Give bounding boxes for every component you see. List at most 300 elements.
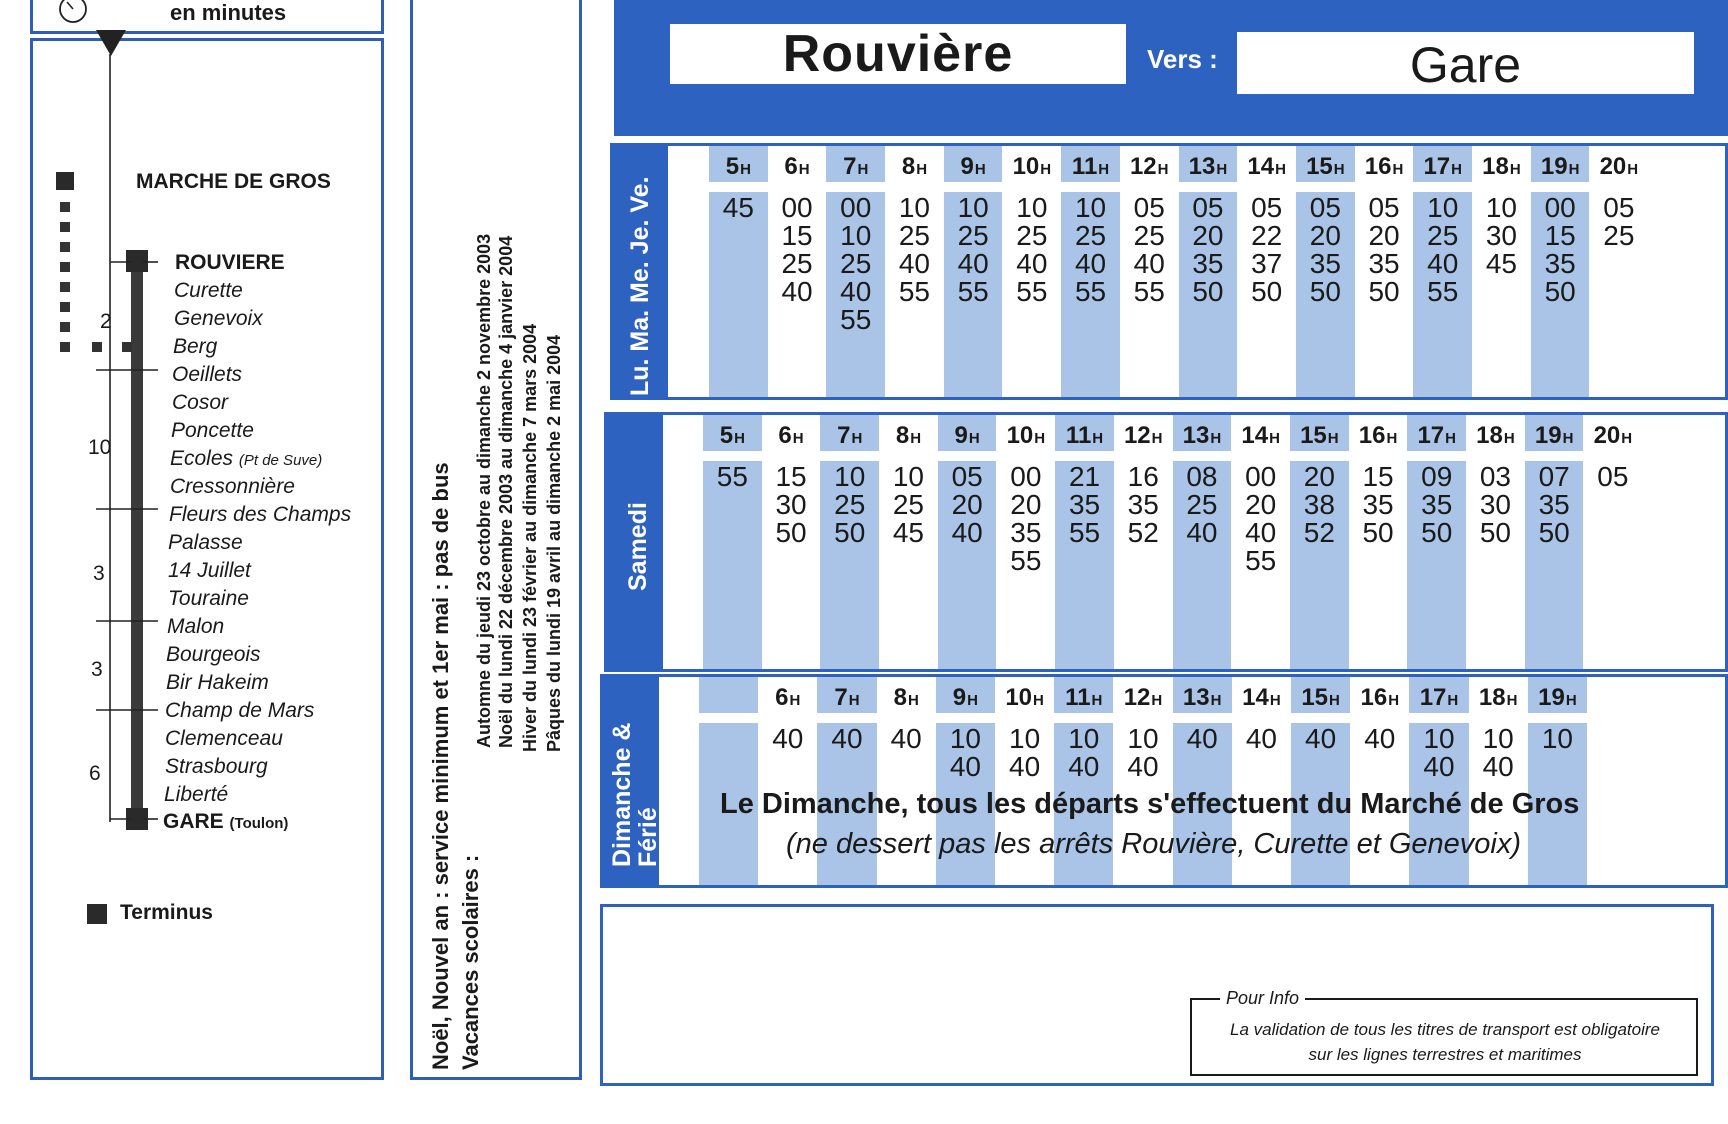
hour-column bbox=[820, 415, 879, 669]
departure-minute: 40 bbox=[949, 751, 981, 782]
departure-minute: 25 bbox=[892, 489, 925, 520]
departure-minute: 10 bbox=[1068, 723, 1100, 754]
departure-minute: 35 bbox=[1010, 517, 1042, 548]
departure-minutes bbox=[936, 725, 995, 781]
departure-minute: 55 bbox=[716, 461, 748, 492]
departure-minute: 35 bbox=[1544, 248, 1576, 279]
departure-minute: 40 bbox=[1009, 751, 1041, 782]
hour-gap bbox=[1407, 451, 1466, 461]
departure-minutes bbox=[938, 463, 997, 547]
departure-minute: 15 bbox=[775, 461, 807, 492]
departure-minute: 30 bbox=[1485, 220, 1518, 251]
hour-header: 15H bbox=[1290, 421, 1349, 451]
stop-genevoix: Genevoix bbox=[174, 307, 263, 330]
hour-gap bbox=[997, 451, 1056, 461]
departure-minute: 55 bbox=[1068, 517, 1101, 548]
hour-column bbox=[1590, 146, 1649, 397]
departure-minute: 10 bbox=[1427, 192, 1459, 223]
departure-minute: 55 bbox=[1245, 545, 1277, 576]
info-line1: La validation de tous les titres de transport est obligatoire bbox=[1230, 1020, 1660, 1039]
hour-column bbox=[1061, 146, 1120, 397]
departure-minute: 25 bbox=[898, 220, 931, 251]
hour-gap bbox=[709, 182, 768, 192]
departure-minute: 00 bbox=[1544, 192, 1576, 223]
departure-minute: 30 bbox=[775, 489, 807, 520]
hour-gap bbox=[995, 713, 1054, 723]
hour-gap bbox=[1469, 713, 1528, 723]
hour-gap bbox=[1173, 713, 1232, 723]
departure-minutes bbox=[885, 194, 944, 306]
departure-minute: 50 bbox=[1192, 276, 1224, 307]
departure-minute: 00 bbox=[840, 192, 872, 223]
hour-column bbox=[709, 146, 768, 397]
hour-header: 16H bbox=[1350, 683, 1409, 713]
hour-header: 14H bbox=[1237, 152, 1296, 182]
departure-minute: 40 bbox=[957, 248, 989, 279]
departure-minute: 10 bbox=[1016, 192, 1048, 223]
stop-touraine: Touraine bbox=[168, 587, 249, 610]
departure-minutes bbox=[1173, 463, 1232, 547]
hour-column bbox=[879, 415, 938, 669]
period-christmas: Noël du lundi 22 décembre 2003 au dimanche 4 janvier 2004 bbox=[496, 235, 516, 748]
minutes-label: en minutes bbox=[170, 0, 287, 25]
hour-gap bbox=[1173, 451, 1232, 461]
hour-column bbox=[1173, 415, 1232, 669]
departure-minute: 55 bbox=[1016, 276, 1048, 307]
hour-gap bbox=[1472, 182, 1531, 192]
departure-minute: 00 bbox=[1245, 461, 1277, 492]
section-weekdays bbox=[610, 143, 1728, 400]
hour-header: 20H bbox=[1590, 152, 1649, 182]
stop-cosor: Cosor bbox=[172, 391, 229, 414]
hour-header: 16H bbox=[1355, 152, 1414, 182]
hour-gap bbox=[1355, 182, 1414, 192]
departure-minutes bbox=[1232, 725, 1291, 753]
stop-rouviere: ROUVIERE bbox=[175, 251, 285, 274]
hour-column bbox=[1413, 146, 1472, 397]
departure-minutes bbox=[1113, 725, 1172, 781]
vers-label: Vers : bbox=[1147, 44, 1218, 74]
departure-minute: 40 bbox=[1245, 517, 1277, 548]
hour-column bbox=[762, 415, 821, 669]
info-title: Pour Info bbox=[1220, 988, 1305, 1009]
departure-minute: 52 bbox=[1303, 517, 1335, 548]
hour-column bbox=[1179, 146, 1238, 397]
departure-minute: 25 bbox=[781, 248, 813, 279]
hour-column bbox=[1355, 146, 1414, 397]
departure-minute: 08 bbox=[1186, 461, 1218, 492]
travel-minutes-5: 6 bbox=[89, 762, 101, 785]
sunday-note-line1: Le Dimanche, tous les départs s'effectuent du Marché de Gros bbox=[720, 788, 1580, 820]
hour-header: 13H bbox=[1179, 152, 1238, 182]
departure-minute: 55 bbox=[1074, 276, 1107, 307]
departure-minute: 50 bbox=[834, 517, 866, 548]
hour-header: 12H bbox=[1113, 683, 1172, 713]
hour-gap bbox=[877, 713, 936, 723]
departure-minute: 25 bbox=[1427, 220, 1459, 251]
hour-header: 5H bbox=[709, 152, 768, 182]
departure-minutes bbox=[709, 194, 768, 222]
stop-bourgeois: Bourgeois bbox=[166, 643, 261, 666]
hour-header: 6H bbox=[768, 152, 827, 182]
hour-header: 10H bbox=[1003, 152, 1062, 182]
hour-gap bbox=[879, 451, 938, 461]
hour-gap bbox=[1113, 713, 1172, 723]
hour-column bbox=[1528, 677, 1587, 885]
departure-minute: 55 bbox=[957, 276, 989, 307]
hour-header: 13H bbox=[1173, 421, 1232, 451]
departure-minute: 40 bbox=[951, 517, 983, 548]
hour-gap bbox=[768, 182, 827, 192]
stop-berg: Berg bbox=[173, 335, 218, 358]
hour-header: 9H bbox=[938, 421, 997, 451]
hour-header bbox=[699, 683, 758, 713]
hour-header: 7H bbox=[820, 421, 879, 451]
departure-minute: 55 bbox=[840, 304, 872, 335]
hour-header bbox=[1587, 683, 1646, 713]
departure-minutes bbox=[1061, 194, 1120, 306]
hour-header: 15H bbox=[1296, 152, 1355, 182]
departure-minute: 20 bbox=[1010, 489, 1042, 520]
hour-column bbox=[1231, 415, 1290, 669]
departure-minute: 40 bbox=[1482, 751, 1514, 782]
hour-column bbox=[1296, 146, 1355, 397]
departure-minutes bbox=[762, 463, 821, 547]
departure-minutes bbox=[1355, 194, 1414, 306]
hour-gap bbox=[1409, 713, 1468, 723]
departure-minute: 09 bbox=[1421, 461, 1453, 492]
stop-poncette: Poncette bbox=[171, 419, 254, 442]
departure-minute: 10 bbox=[898, 192, 931, 223]
departure-minutes bbox=[826, 194, 885, 334]
departure-minutes bbox=[1231, 463, 1290, 575]
departure-minutes bbox=[1055, 463, 1114, 547]
period-autumn: Automne du jeudi 23 octobre au dimanche 2 novembre 2003 bbox=[474, 233, 494, 748]
departure-minutes bbox=[1472, 194, 1531, 278]
direction-arrow-icon bbox=[96, 30, 126, 56]
departure-minutes bbox=[1114, 463, 1173, 547]
hour-header: 7H bbox=[817, 683, 876, 713]
departure-minute: 25 bbox=[834, 489, 866, 520]
departure-minute: 15 bbox=[1362, 461, 1394, 492]
hour-gap bbox=[1003, 182, 1062, 192]
holiday-note: Noël, Nouvel an : service minimum et 1er mai : pas de bus bbox=[428, 462, 453, 1070]
hour-column bbox=[1584, 415, 1643, 669]
departure-minute: 07 bbox=[1538, 461, 1570, 492]
stop-strasbourg: Strasbourg bbox=[165, 755, 268, 778]
hour-gap bbox=[1179, 182, 1238, 192]
hour-header: 5H bbox=[703, 421, 762, 451]
departure-minute: 45 bbox=[1485, 248, 1518, 279]
hour-column bbox=[1114, 415, 1173, 669]
school-holidays-label: Vacances scolaires : bbox=[458, 854, 483, 1070]
departure-minute: 35 bbox=[1368, 248, 1400, 279]
hour-header: 17H bbox=[1407, 421, 1466, 451]
departure-minute: 10 bbox=[834, 461, 866, 492]
hour-gap bbox=[1584, 451, 1643, 461]
stop-oeillets: Oeillets bbox=[172, 363, 243, 386]
departure-minutes bbox=[879, 463, 938, 547]
departure-minute: 40 bbox=[840, 276, 872, 307]
departure-minute: 10 bbox=[1482, 723, 1514, 754]
departure-minute: 25 bbox=[840, 248, 872, 279]
departure-minute: 40 bbox=[1423, 751, 1455, 782]
departure-minute: 35 bbox=[1421, 489, 1453, 520]
departure-minute: 45 bbox=[722, 192, 754, 223]
departure-minute: 10 bbox=[1423, 723, 1455, 754]
hour-gap bbox=[826, 182, 885, 192]
hour-gap bbox=[1296, 182, 1355, 192]
departure-minute: 10 bbox=[957, 192, 989, 223]
departure-minutes bbox=[1525, 463, 1584, 547]
departure-minute: 10 bbox=[1009, 723, 1041, 754]
stop-malon: Malon bbox=[167, 615, 225, 638]
departure-minute: 10 bbox=[1485, 192, 1518, 223]
departure-minute: 00 bbox=[1010, 461, 1042, 492]
hour-gap bbox=[1349, 451, 1408, 461]
hour-gap bbox=[1237, 182, 1296, 192]
hour-gap bbox=[758, 713, 817, 723]
hour-header: 17H bbox=[1413, 152, 1472, 182]
hour-gap bbox=[817, 713, 876, 723]
departure-minute: 50 bbox=[1362, 517, 1394, 548]
departure-minute: 05 bbox=[1309, 192, 1341, 223]
hour-gap bbox=[1587, 713, 1646, 723]
departure-minutes bbox=[820, 463, 879, 547]
departure-minute: 20 bbox=[1368, 220, 1400, 251]
hour-column bbox=[1120, 146, 1179, 397]
departure-minute: 20 bbox=[1309, 220, 1341, 251]
terminus-rouviere-marker bbox=[126, 250, 148, 272]
departure-minute: 00 bbox=[781, 192, 813, 223]
section-day-label: Samedi bbox=[624, 502, 652, 591]
stop-gare-suffix: (Toulon) bbox=[229, 815, 289, 832]
departure-minutes bbox=[1407, 463, 1466, 547]
hour-header: 10H bbox=[997, 421, 1056, 451]
hour-header: 18H bbox=[1469, 683, 1528, 713]
sunday-note-line2: (ne dessert pas les arrêts Rouvière, Curette et Genevoix) bbox=[786, 828, 1521, 860]
hour-gap bbox=[885, 182, 944, 192]
departure-minutes bbox=[877, 725, 936, 753]
section-day-label: Lu. Ma. Me. Je. Ve. bbox=[626, 176, 654, 396]
hour-header: 9H bbox=[944, 152, 1003, 182]
hour-column bbox=[1407, 415, 1466, 669]
destination-name: Gare bbox=[1237, 32, 1694, 94]
departure-minute: 05 bbox=[1603, 192, 1635, 223]
departure-minute: 35 bbox=[1192, 248, 1224, 279]
stop-champ-de-mars: Champ de Mars bbox=[165, 699, 315, 722]
hour-column bbox=[1237, 146, 1296, 397]
departure-minute: 05 bbox=[1368, 192, 1400, 223]
hour-header: 8H bbox=[885, 152, 944, 182]
departure-minutes bbox=[995, 725, 1054, 781]
stop-curette: Curette bbox=[174, 279, 243, 302]
hour-column bbox=[1055, 415, 1114, 669]
departure-minute: 40 bbox=[831, 723, 863, 754]
departure-minutes bbox=[1291, 725, 1350, 753]
departure-minute: 52 bbox=[1127, 517, 1159, 548]
stop-bir-hakeim: Bir Hakeim bbox=[166, 671, 269, 694]
stop-liberte: Liberté bbox=[164, 783, 229, 806]
departure-minute: 40 bbox=[781, 276, 813, 307]
stop-gare bbox=[163, 810, 288, 834]
departure-minute: 05 bbox=[1597, 461, 1629, 492]
departure-minute: 55 bbox=[1427, 276, 1459, 307]
hour-header: 12H bbox=[1120, 152, 1179, 182]
departure-minute: 50 bbox=[1368, 276, 1400, 307]
departure-minutes bbox=[1469, 725, 1528, 781]
departure-minute: 25 bbox=[1186, 489, 1218, 520]
departure-minute: 50 bbox=[1251, 276, 1283, 307]
stop-marche-de-gros: MARCHE DE GROS bbox=[136, 170, 331, 193]
departure-minutes bbox=[1120, 194, 1179, 306]
route-name: Rouvière bbox=[670, 24, 1126, 84]
departure-minute: 25 bbox=[1603, 220, 1635, 251]
departure-minute: 05 bbox=[1192, 192, 1224, 223]
terminus-label: Terminus bbox=[120, 901, 213, 924]
info-line2: sur les lignes terrestres et maritimes bbox=[1308, 1045, 1582, 1064]
hour-gap bbox=[1525, 451, 1584, 461]
departure-minutes bbox=[1237, 194, 1296, 306]
departure-minute: 15 bbox=[781, 220, 813, 251]
departure-minutes bbox=[1528, 725, 1587, 753]
departure-minute: 35 bbox=[1127, 489, 1159, 520]
departure-minute: 30 bbox=[1479, 489, 1512, 520]
departure-minute: 55 bbox=[1010, 545, 1042, 576]
departure-minute: 50 bbox=[1479, 517, 1512, 548]
travel-minutes-3: 3 bbox=[93, 562, 105, 585]
travel-minutes-1: 2 bbox=[100, 310, 112, 333]
hour-gap bbox=[699, 713, 758, 723]
period-winter: Hiver du lundi 23 février au dimanche 7 mars 2004 bbox=[520, 323, 540, 752]
hour-header: 14H bbox=[1231, 421, 1290, 451]
hour-gap bbox=[938, 451, 997, 461]
departure-minute: 10 bbox=[949, 723, 981, 754]
departure-minute: 25 bbox=[1074, 220, 1107, 251]
departure-minutes bbox=[1350, 725, 1409, 753]
departure-minute: 37 bbox=[1251, 248, 1283, 279]
section-day-label: Dimanche & Férié bbox=[608, 722, 663, 867]
departure-minute: 22 bbox=[1251, 220, 1283, 251]
hour-column bbox=[1290, 415, 1349, 669]
departure-minute: 40 bbox=[898, 248, 931, 279]
departure-minute: 03 bbox=[1479, 461, 1512, 492]
departure-minute: 20 bbox=[1303, 461, 1335, 492]
departure-minute: 50 bbox=[1421, 517, 1453, 548]
hour-header: 17H bbox=[1409, 683, 1468, 713]
departure-minutes bbox=[997, 463, 1056, 575]
hour-header: 9H bbox=[936, 683, 995, 713]
hour-header: 18H bbox=[1472, 152, 1531, 182]
departure-minute: 35 bbox=[1068, 489, 1101, 520]
departure-minutes bbox=[758, 725, 817, 753]
departure-minutes bbox=[1409, 725, 1468, 781]
departure-minute: 05 bbox=[951, 461, 983, 492]
hour-header: 19H bbox=[1528, 683, 1587, 713]
departure-minute: 45 bbox=[892, 517, 925, 548]
hour-header: 8H bbox=[877, 683, 936, 713]
travel-minutes-4: 3 bbox=[91, 658, 103, 681]
hour-column bbox=[1003, 146, 1062, 397]
departure-minute: 10 bbox=[1074, 192, 1107, 223]
departure-minutes bbox=[817, 725, 876, 753]
hour-header: 19H bbox=[1525, 421, 1584, 451]
departure-minute: 50 bbox=[775, 517, 807, 548]
hour-gap bbox=[1528, 713, 1587, 723]
clock-icon bbox=[58, 0, 88, 24]
hour-header: 13H bbox=[1173, 683, 1232, 713]
hour-header: 11H bbox=[1061, 152, 1120, 182]
hour-gap bbox=[1413, 182, 1472, 192]
departure-minute: 35 bbox=[1362, 489, 1394, 520]
departure-minute: 50 bbox=[1538, 517, 1570, 548]
departure-minute: 10 bbox=[1541, 723, 1573, 754]
stop-palasse: Palasse bbox=[168, 531, 243, 554]
hour-column bbox=[768, 146, 827, 397]
departure-minute: 10 bbox=[840, 220, 872, 251]
hour-gap bbox=[1466, 451, 1525, 461]
stop-ecoles-name: Ecoles bbox=[170, 447, 234, 470]
departure-minute: 40 bbox=[772, 723, 804, 754]
stop-clemenceau: Clemenceau bbox=[165, 727, 283, 750]
hour-gap bbox=[820, 451, 879, 461]
hour-column bbox=[699, 677, 758, 885]
departure-minute: 20 bbox=[1245, 489, 1277, 520]
stop-14-juillet: 14 Juillet bbox=[168, 559, 251, 582]
departure-minute: 40 bbox=[1364, 723, 1396, 754]
hour-header: 6H bbox=[758, 683, 817, 713]
departure-minutes bbox=[1466, 463, 1525, 547]
hour-header: 8H bbox=[879, 421, 938, 451]
departure-minutes bbox=[1003, 194, 1062, 306]
departure-minute: 05 bbox=[1133, 192, 1165, 223]
departure-minute: 16 bbox=[1127, 461, 1159, 492]
hour-column bbox=[1587, 677, 1646, 885]
departure-minutes bbox=[1413, 194, 1472, 306]
departure-minute: 38 bbox=[1303, 489, 1335, 520]
period-easter: Pâques du lundi 19 avril au dimanche 2 mai 2004 bbox=[544, 334, 564, 752]
departure-minute: 05 bbox=[1251, 192, 1283, 223]
departure-minute: 40 bbox=[1074, 248, 1107, 279]
departure-minute: 35 bbox=[1309, 248, 1341, 279]
hour-header: 12H bbox=[1114, 421, 1173, 451]
departure-minute: 40 bbox=[1016, 248, 1048, 279]
hour-gap bbox=[1290, 451, 1349, 461]
hour-gap bbox=[1061, 182, 1120, 192]
terminus-icon bbox=[87, 904, 107, 924]
departure-minute: 55 bbox=[898, 276, 931, 307]
departure-minute: 40 bbox=[1427, 248, 1459, 279]
departure-minutes bbox=[1584, 463, 1643, 491]
departure-minute: 20 bbox=[951, 489, 983, 520]
hour-column bbox=[826, 146, 885, 397]
hour-gap bbox=[1231, 451, 1290, 461]
hour-column bbox=[1472, 146, 1531, 397]
hour-gap bbox=[703, 451, 762, 461]
hour-gap bbox=[1120, 182, 1179, 192]
departure-minutes bbox=[1179, 194, 1238, 306]
hour-header: 16H bbox=[1349, 421, 1408, 451]
hour-gap bbox=[1350, 713, 1409, 723]
hour-header: 7H bbox=[826, 152, 885, 182]
stop-cressonniere: Cressonnière bbox=[170, 475, 295, 498]
hour-column bbox=[1466, 415, 1525, 669]
departure-minutes bbox=[1349, 463, 1408, 547]
hour-gap bbox=[936, 713, 995, 723]
hour-gap bbox=[762, 451, 821, 461]
section-saturday bbox=[604, 412, 1728, 672]
terminus-marche-marker bbox=[56, 172, 74, 190]
